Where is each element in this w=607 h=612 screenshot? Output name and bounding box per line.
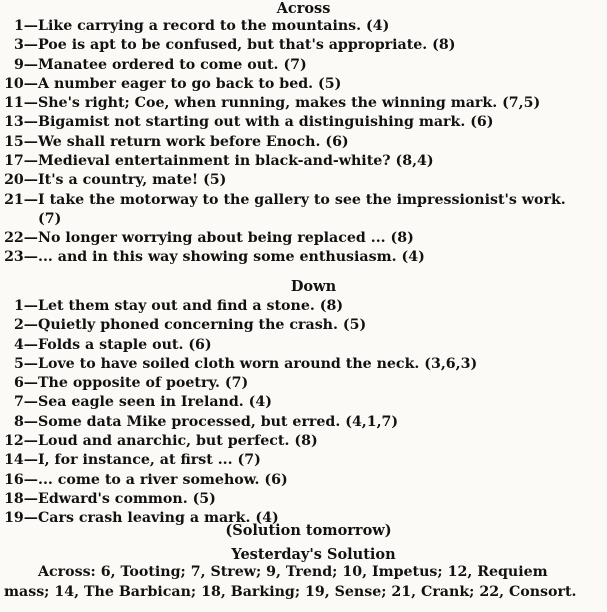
solution-notice: (Solution tomorrow): [225, 522, 392, 539]
clue-number: 8—: [13, 413, 38, 430]
clue-across: [0, 171, 607, 190]
clue-across: [0, 152, 607, 171]
clue-number: 1—: [13, 298, 38, 314]
clue-down: [0, 471, 607, 490]
clue-text: Medieval entertainment in black-and-white? (8,4): [38, 153, 434, 170]
clue-text: The opposite of poetry. (7): [38, 375, 249, 392]
yesterday-line-1: Across: 6, Tooting; 7, Strew; 9, Trend; 10, Impetus; 12, Requiem: [38, 564, 548, 580]
clue-text: Cars crash leaving a mark. (4): [38, 510, 279, 527]
clue-text: ... and in this way showing some enthusiasm. (4): [38, 249, 425, 266]
clue-number: 9—: [13, 56, 38, 73]
clue-down: [0, 432, 607, 451]
clue-number: 7—: [13, 394, 38, 411]
clue-number: 6—: [13, 375, 38, 392]
down-clue-list: [0, 297, 607, 529]
clue-down: [0, 413, 607, 432]
clue-text: Manatee ordered to come out. (7): [38, 56, 307, 73]
clue-down: [0, 355, 607, 374]
clue-number: 11—: [4, 95, 38, 112]
clue-across: [0, 191, 607, 210]
clue-down: [0, 297, 607, 316]
down-section: [0, 278, 607, 529]
yesterday-line-2: mass; 14, The Barbican; 18, Barking; 19, Sense; 21, Crank; 22, Consort.: [4, 583, 577, 600]
clue-text: I, for instance, at first ... (7): [38, 452, 261, 469]
clue-text: Poe is apt to be confused, but that's appropriate. (8): [38, 37, 456, 54]
clue-across: [0, 113, 607, 132]
clue-down: [0, 490, 607, 509]
clue-text: It's a country, mate! (5): [38, 172, 227, 189]
clue-text: Love to have soiled cloth worn around the neck. (3,6,3): [38, 355, 478, 372]
clue-number: 16—: [4, 471, 38, 488]
clue-text: ... come to a river somehow. (6): [38, 471, 288, 488]
clue-text: No longer worrying about being replaced ... (8): [38, 229, 414, 246]
clue-number: 4—: [13, 336, 38, 353]
clue-text: We shall return work before Enoch. (6): [38, 133, 349, 150]
clue-across: [0, 94, 607, 113]
clue-across: [0, 133, 607, 152]
clue-text: Quietly phoned concerning the crash. (5): [38, 317, 367, 334]
clue-text: Like carrying a record to the mountains. (4): [38, 18, 390, 34]
clue-down: [0, 393, 607, 412]
clue-number: 2—: [13, 317, 38, 334]
clue-number: 13—: [4, 114, 38, 131]
clue-text: Some data Mike processed, but erred. (4,1,7): [38, 413, 399, 430]
clue-number: 1—: [13, 18, 38, 34]
clue-text: A number eager to go back to bed. (5): [38, 75, 342, 92]
clue-number: 23—: [4, 249, 38, 266]
clue-number: 10—: [4, 75, 38, 92]
clue-number: 15—: [4, 133, 38, 150]
clue-down: [0, 336, 607, 355]
clue-across: [0, 36, 607, 55]
clue-text: Sea eagle seen in Ireland. (4): [38, 394, 272, 411]
clue-across: [0, 56, 607, 75]
clue-number: 5—: [13, 355, 38, 372]
clue-number: 19—: [4, 510, 38, 527]
clue-number: 20—: [4, 172, 38, 189]
across-heading: Across: [276, 0, 331, 17]
clue-number: 22—: [4, 229, 38, 246]
yesterday-heading: Yesterday's Solution: [231, 546, 396, 563]
clue-across: [0, 248, 607, 267]
clue-text: She's right; Coe, when running, makes the winning mark. (7,5): [38, 95, 541, 112]
clue-across: [0, 75, 607, 94]
clue-across: [0, 17, 607, 36]
clue-down: [0, 316, 607, 335]
down-heading: Down: [290, 278, 337, 295]
clue-number: 3—: [13, 37, 38, 54]
clue-continuation: (7): [38, 210, 62, 227]
clue-number: 18—: [4, 490, 38, 507]
yesterday-solution: [0, 546, 607, 602]
across-clue-list: [0, 17, 607, 268]
clue-number: 14—: [4, 452, 38, 469]
clue-across: [0, 229, 607, 248]
clue-text: Folds a staple out. (6): [38, 336, 212, 353]
clue-number: 21—: [4, 191, 38, 208]
clue-number: 12—: [4, 433, 38, 450]
clue-number: 17—: [4, 153, 38, 170]
clue-down: [0, 451, 607, 470]
clue-down: [0, 374, 607, 393]
clue-text: Edward's common. (5): [38, 490, 216, 507]
clue-text: Bigamist not starting out with a distinguishing mark. (6): [38, 114, 494, 131]
clue-text: I take the motorway to the gallery to see the impressionist's work.: [38, 191, 566, 208]
clue-text: Loud and anarchic, but perfect. (8): [38, 433, 318, 450]
clue-text: Let them stay out and find a stone. (8): [38, 298, 344, 314]
across-section: [0, 0, 607, 268]
